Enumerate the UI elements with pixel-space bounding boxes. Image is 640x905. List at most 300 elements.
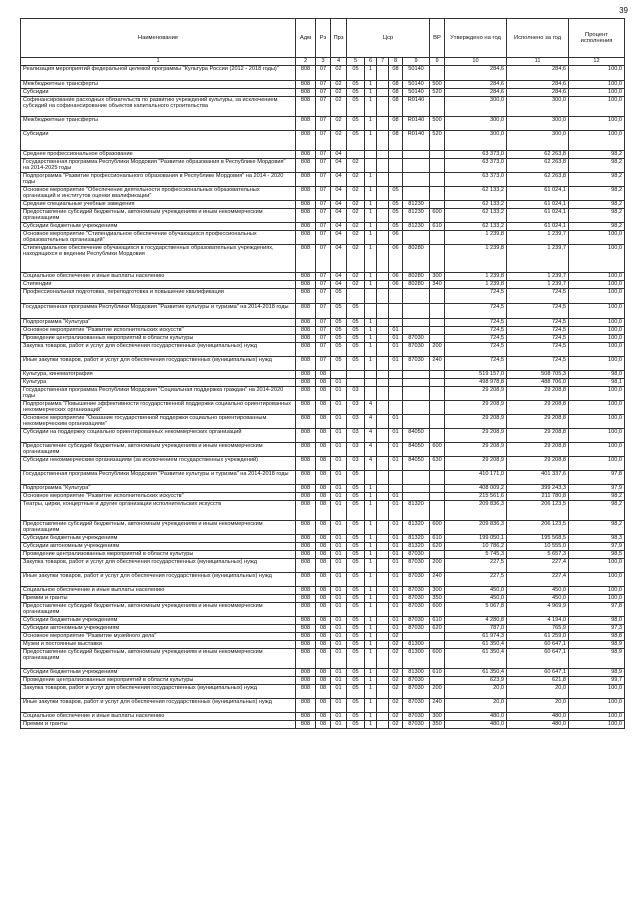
cell-rz: 08 bbox=[316, 721, 331, 729]
cell-csr-subprogram: 1 bbox=[365, 97, 377, 117]
cell-adm: 808 bbox=[296, 401, 316, 415]
cell-rz: 08 bbox=[316, 573, 331, 587]
cell-percent: 100,0 bbox=[569, 401, 625, 415]
cell-adm: 808 bbox=[296, 223, 316, 231]
table-row bbox=[21, 273, 625, 281]
cell-csr-subprogram: 1 bbox=[365, 595, 377, 603]
table-row bbox=[21, 231, 625, 245]
table-row bbox=[21, 641, 625, 649]
cell-adm: 808 bbox=[296, 117, 316, 131]
cell-approved: 63 373,0 bbox=[445, 159, 507, 173]
cell-percent: 100,0 bbox=[569, 81, 625, 89]
cell-vr bbox=[430, 201, 445, 209]
cell-csr-event bbox=[389, 371, 403, 379]
cell-csr-reserve bbox=[377, 187, 389, 201]
cell-csr-program: 05 bbox=[347, 677, 365, 685]
cell-approved: 20,0 bbox=[445, 699, 507, 713]
table-row bbox=[21, 625, 625, 633]
cell-rz: 07 bbox=[316, 173, 331, 187]
cell-name: Предоставление субсидий бюджетным, автономным учреждениям и иным некоммерческим организациям bbox=[21, 443, 296, 457]
cell-csr-direction: 81300 bbox=[403, 649, 430, 669]
cell-csr-program: 05 bbox=[347, 603, 365, 617]
cell-approved: 61 974,3 bbox=[445, 633, 507, 641]
cell-prz: 01 bbox=[331, 641, 347, 649]
cell-csr-subprogram: 1 bbox=[365, 633, 377, 641]
cell-csr-event bbox=[389, 159, 403, 173]
table-row bbox=[21, 649, 625, 669]
cell-csr-event: 06 bbox=[389, 281, 403, 289]
cell-percent: 98,8 bbox=[569, 633, 625, 641]
cell-prz: 01 bbox=[331, 685, 347, 699]
cell-adm: 808 bbox=[296, 319, 316, 327]
cell-vr bbox=[430, 245, 445, 273]
cell-csr-reserve bbox=[377, 595, 389, 603]
cell-csr-reserve bbox=[377, 501, 389, 521]
cell-csr-subprogram bbox=[365, 471, 377, 485]
cell-csr-direction: 81320 bbox=[403, 521, 430, 535]
cell-percent: 100,0 bbox=[569, 595, 625, 603]
cell-prz: 01 bbox=[331, 625, 347, 633]
column-number: 10 bbox=[445, 58, 507, 66]
cell-adm: 808 bbox=[296, 551, 316, 559]
cell-adm: 808 bbox=[296, 173, 316, 187]
cell-vr: 200 bbox=[430, 343, 445, 357]
cell-executed: 61 024,1 bbox=[507, 187, 569, 201]
cell-adm: 808 bbox=[296, 371, 316, 379]
cell-executed: 5 657,3 bbox=[507, 551, 569, 559]
cell-percent: 100,0 bbox=[569, 457, 625, 471]
cell-csr-reserve bbox=[377, 633, 389, 641]
table-body bbox=[21, 58, 625, 729]
cell-csr-direction: 84050 bbox=[403, 429, 430, 443]
cell-prz: 01 bbox=[331, 493, 347, 501]
cell-approved: 227,5 bbox=[445, 573, 507, 587]
cell-csr-subprogram: 1 bbox=[365, 721, 377, 729]
cell-approved: 724,5 bbox=[445, 357, 507, 371]
cell-name: Государственная программа Республики Мордовия "Развитие образования в Республике Мордовия" на 2014-2025 годы bbox=[21, 159, 296, 173]
cell-csr-direction: 87030 bbox=[403, 357, 430, 371]
cell-csr-direction bbox=[403, 151, 430, 159]
cell-vr: 200 bbox=[430, 685, 445, 699]
cell-csr-event: 01 bbox=[389, 343, 403, 357]
cell-csr-event: 05 bbox=[389, 209, 403, 223]
cell-rz: 07 bbox=[316, 231, 331, 245]
cell-name: Подпрограмма "Культура" bbox=[21, 485, 296, 493]
table-row bbox=[21, 587, 625, 595]
header-percent: Процент исполнения bbox=[569, 19, 625, 58]
cell-csr-program: 05 bbox=[347, 721, 365, 729]
cell-prz: 01 bbox=[331, 443, 347, 457]
cell-vr: 340 bbox=[430, 281, 445, 289]
cell-prz: 01 bbox=[331, 471, 347, 485]
cell-approved: 20,0 bbox=[445, 685, 507, 699]
cell-name: Подпрограмма "Развитие профессионального образования в Республике Мордовия" на 2014 - 2020 годы bbox=[21, 173, 296, 187]
cell-csr-direction: 81320 bbox=[403, 543, 430, 551]
cell-name: Основное мероприятие "Развитие исполнительских искусств" bbox=[21, 327, 296, 335]
cell-name: Иные закупки товаров, работ и услуг для обеспечения государственных (муниципальных) нужд bbox=[21, 699, 296, 713]
cell-csr-direction bbox=[403, 379, 430, 387]
column-number: 9 bbox=[430, 58, 445, 66]
table-row bbox=[21, 371, 625, 379]
cell-vr bbox=[430, 493, 445, 501]
cell-csr-event: 01 bbox=[389, 551, 403, 559]
cell-csr-subprogram: 4 bbox=[365, 401, 377, 415]
cell-csr-reserve bbox=[377, 289, 389, 304]
column-number: 2 bbox=[296, 58, 316, 66]
cell-adm: 808 bbox=[296, 485, 316, 493]
cell-percent: 98,2 bbox=[569, 209, 625, 223]
cell-csr-event: 05 bbox=[389, 223, 403, 231]
cell-name: Основное мероприятие "Развитие музейного дела" bbox=[21, 633, 296, 641]
cell-adm: 808 bbox=[296, 387, 316, 401]
cell-vr bbox=[430, 677, 445, 685]
cell-prz: 01 bbox=[331, 543, 347, 551]
cell-csr-direction: 84050 bbox=[403, 457, 430, 471]
cell-executed: 724,5 bbox=[507, 319, 569, 327]
cell-csr-reserve bbox=[377, 669, 389, 677]
table-row bbox=[21, 457, 625, 471]
cell-prz: 01 bbox=[331, 379, 347, 387]
cell-vr: 300 bbox=[430, 587, 445, 595]
cell-approved: 724,5 bbox=[445, 304, 507, 319]
table-row bbox=[21, 685, 625, 699]
cell-csr-reserve bbox=[377, 209, 389, 223]
cell-percent: 100,0 bbox=[569, 343, 625, 357]
cell-approved: 724,5 bbox=[445, 319, 507, 327]
cell-approved: 408 009,2 bbox=[445, 485, 507, 493]
cell-prz: 05 bbox=[331, 289, 347, 304]
cell-adm: 808 bbox=[296, 625, 316, 633]
cell-executed: 10 555,0 bbox=[507, 543, 569, 551]
cell-adm: 808 bbox=[296, 97, 316, 117]
cell-percent: 100,0 bbox=[569, 304, 625, 319]
cell-prz: 04 bbox=[331, 281, 347, 289]
table-row bbox=[21, 97, 625, 117]
table-row bbox=[21, 343, 625, 357]
cell-csr-event bbox=[389, 379, 403, 387]
cell-approved: 61 350,4 bbox=[445, 669, 507, 677]
cell-csr-event: 02 bbox=[389, 633, 403, 641]
cell-executed: 724,5 bbox=[507, 289, 569, 304]
cell-rz: 08 bbox=[316, 649, 331, 669]
cell-csr-reserve bbox=[377, 401, 389, 415]
cell-csr-direction: 87030 bbox=[403, 625, 430, 633]
cell-percent: 98,2 bbox=[569, 201, 625, 209]
cell-executed: 227,4 bbox=[507, 559, 569, 573]
cell-prz: 04 bbox=[331, 273, 347, 281]
cell-csr-subprogram: 1 bbox=[365, 173, 377, 187]
cell-csr-program: 02 bbox=[347, 159, 365, 173]
cell-percent: 98,2 bbox=[569, 159, 625, 173]
cell-name: Подпрограмма "Повышение эффективности государственной поддержки социально ориентированных некоммерческих организаций" bbox=[21, 401, 296, 415]
cell-executed: 61 024,1 bbox=[507, 201, 569, 209]
cell-percent: 100,0 bbox=[569, 387, 625, 401]
cell-csr-program: 05 bbox=[347, 617, 365, 625]
cell-adm: 808 bbox=[296, 209, 316, 223]
budget-execution-table bbox=[20, 18, 625, 729]
cell-csr-direction: 87030 bbox=[403, 713, 430, 721]
cell-csr-reserve bbox=[377, 357, 389, 371]
cell-rz: 08 bbox=[316, 633, 331, 641]
cell-vr: 240 bbox=[430, 699, 445, 713]
cell-percent: 98,1 bbox=[569, 379, 625, 387]
cell-vr bbox=[430, 335, 445, 343]
cell-prz: 01 bbox=[331, 573, 347, 587]
cell-percent: 100,0 bbox=[569, 319, 625, 327]
cell-adm: 808 bbox=[296, 335, 316, 343]
cell-csr-direction bbox=[403, 319, 430, 327]
cell-executed: 1 239,7 bbox=[507, 281, 569, 289]
cell-csr-event bbox=[389, 485, 403, 493]
cell-csr-event: 01 bbox=[389, 573, 403, 587]
cell-percent: 98,2 bbox=[569, 151, 625, 159]
cell-csr-event: 06 bbox=[389, 231, 403, 245]
table-row bbox=[21, 677, 625, 685]
cell-csr-event: 01 bbox=[389, 335, 403, 343]
cell-approved: 5 745,3 bbox=[445, 551, 507, 559]
cell-csr-event: 01 bbox=[389, 457, 403, 471]
cell-percent: 100,0 bbox=[569, 245, 625, 273]
cell-csr-program: 05 bbox=[347, 89, 365, 97]
cell-name: Иные закупки товаров, работ и услуг для обеспечения государственных (муниципальных) нужд bbox=[21, 573, 296, 587]
cell-percent: 100,0 bbox=[569, 587, 625, 595]
cell-adm: 808 bbox=[296, 66, 316, 81]
cell-name: Реализация мероприятий федеральной целевой программы "Культура России (2012 - 2018 годы)" bbox=[21, 66, 296, 81]
cell-adm: 808 bbox=[296, 573, 316, 587]
cell-csr-reserve bbox=[377, 201, 389, 209]
cell-vr bbox=[430, 327, 445, 335]
cell-csr-direction bbox=[403, 159, 430, 173]
cell-executed: 211 780,8 bbox=[507, 493, 569, 501]
cell-approved: 519 157,0 bbox=[445, 371, 507, 379]
cell-name: Проведение централизованных мероприятий в области культуры bbox=[21, 335, 296, 343]
cell-vr bbox=[430, 501, 445, 521]
table-row bbox=[21, 304, 625, 319]
cell-name: Музеи и постоянные выставки bbox=[21, 641, 296, 649]
cell-csr-program: 05 bbox=[347, 535, 365, 543]
cell-approved: 209 836,3 bbox=[445, 501, 507, 521]
cell-csr-direction: R0140 bbox=[403, 97, 430, 117]
header-csr: Цср bbox=[347, 19, 430, 58]
cell-approved: 209 836,3 bbox=[445, 521, 507, 535]
table-row bbox=[21, 551, 625, 559]
cell-percent: 100,0 bbox=[569, 713, 625, 721]
cell-csr-direction bbox=[403, 173, 430, 187]
cell-adm: 808 bbox=[296, 535, 316, 543]
cell-executed: 724,5 bbox=[507, 327, 569, 335]
cell-csr-program: 02 bbox=[347, 209, 365, 223]
cell-vr bbox=[430, 97, 445, 117]
cell-percent: 99,7 bbox=[569, 677, 625, 685]
cell-name: Среднее профессиональное образование bbox=[21, 151, 296, 159]
cell-rz: 08 bbox=[316, 595, 331, 603]
cell-percent: 100,0 bbox=[569, 443, 625, 457]
cell-csr-program: 05 bbox=[347, 521, 365, 535]
table-row bbox=[21, 357, 625, 371]
cell-adm: 808 bbox=[296, 501, 316, 521]
header-name: Наименование bbox=[21, 19, 296, 58]
cell-vr bbox=[430, 159, 445, 173]
cell-csr-event: 01 bbox=[389, 501, 403, 521]
column-numbers-row bbox=[21, 58, 625, 66]
cell-prz: 05 bbox=[331, 304, 347, 319]
table-row bbox=[21, 415, 625, 429]
cell-adm: 808 bbox=[296, 457, 316, 471]
cell-vr bbox=[430, 379, 445, 387]
cell-adm: 808 bbox=[296, 327, 316, 335]
cell-rz: 08 bbox=[316, 415, 331, 429]
column-number: 12 bbox=[569, 58, 625, 66]
cell-name: Средние специальные учебные заведения bbox=[21, 201, 296, 209]
cell-executed: 284,6 bbox=[507, 66, 569, 81]
cell-csr-reserve bbox=[377, 319, 389, 327]
cell-adm: 808 bbox=[296, 721, 316, 729]
cell-rz: 08 bbox=[316, 501, 331, 521]
cell-csr-reserve bbox=[377, 327, 389, 335]
cell-approved: 29 208,9 bbox=[445, 457, 507, 471]
table-row bbox=[21, 535, 625, 543]
cell-csr-direction: R0140 bbox=[403, 131, 430, 151]
table-row bbox=[21, 117, 625, 131]
cell-csr-event: 05 bbox=[389, 187, 403, 201]
cell-prz: 01 bbox=[331, 429, 347, 443]
cell-prz: 01 bbox=[331, 485, 347, 493]
cell-csr-event: 02 bbox=[389, 713, 403, 721]
cell-csr-reserve bbox=[377, 151, 389, 159]
table-row bbox=[21, 66, 625, 81]
table-row bbox=[21, 443, 625, 457]
cell-approved: 199 050,1 bbox=[445, 535, 507, 543]
cell-csr-subprogram: 1 bbox=[365, 319, 377, 327]
cell-rz: 07 bbox=[316, 117, 331, 131]
cell-csr-subprogram bbox=[365, 379, 377, 387]
table-row bbox=[21, 521, 625, 535]
cell-csr-program: 05 bbox=[347, 471, 365, 485]
cell-csr-subprogram: 1 bbox=[365, 521, 377, 535]
cell-csr-reserve bbox=[377, 677, 389, 685]
cell-csr-reserve bbox=[377, 159, 389, 173]
cell-approved: 480,0 bbox=[445, 713, 507, 721]
cell-csr-subprogram: 1 bbox=[365, 501, 377, 521]
cell-csr-reserve bbox=[377, 535, 389, 543]
cell-name: Основное мероприятие "Стипендиальное обеспечение обучающихся профессиональных образовательных организаций" bbox=[21, 231, 296, 245]
cell-vr bbox=[430, 319, 445, 327]
cell-csr-direction bbox=[403, 371, 430, 379]
cell-executed: 29 208,8 bbox=[507, 443, 569, 457]
cell-csr-direction: 87030 bbox=[403, 721, 430, 729]
cell-adm: 808 bbox=[296, 357, 316, 371]
cell-csr-reserve bbox=[377, 617, 389, 625]
cell-csr-program: 05 bbox=[347, 559, 365, 573]
cell-executed: 1 239,7 bbox=[507, 245, 569, 273]
cell-approved: 284,6 bbox=[445, 89, 507, 97]
cell-adm: 808 bbox=[296, 603, 316, 617]
cell-prz: 01 bbox=[331, 387, 347, 401]
cell-executed: 765,9 bbox=[507, 625, 569, 633]
cell-prz: 04 bbox=[331, 187, 347, 201]
cell-name: Межбюджетные трансферты bbox=[21, 81, 296, 89]
cell-vr: 610 bbox=[430, 535, 445, 543]
cell-approved: 410 171,0 bbox=[445, 471, 507, 485]
cell-csr-event: 02 bbox=[389, 677, 403, 685]
cell-csr-direction bbox=[403, 387, 430, 401]
cell-rz: 07 bbox=[316, 273, 331, 281]
cell-csr-direction: 87030 bbox=[403, 335, 430, 343]
cell-approved: 62 133,2 bbox=[445, 209, 507, 223]
cell-csr-event: 01 bbox=[389, 443, 403, 457]
cell-csr-subprogram: 4 bbox=[365, 415, 377, 429]
cell-csr-program: 05 bbox=[347, 633, 365, 641]
cell-csr-program: 02 bbox=[347, 223, 365, 231]
cell-rz: 07 bbox=[316, 289, 331, 304]
cell-csr-subprogram: 1 bbox=[365, 81, 377, 89]
cell-csr-event: 01 bbox=[389, 429, 403, 443]
table-row bbox=[21, 89, 625, 97]
cell-adm: 808 bbox=[296, 159, 316, 173]
cell-approved: 300,0 bbox=[445, 97, 507, 117]
cell-csr-subprogram: 1 bbox=[365, 685, 377, 699]
cell-rz: 07 bbox=[316, 131, 331, 151]
cell-executed: 724,5 bbox=[507, 357, 569, 371]
cell-csr-event: 01 bbox=[389, 521, 403, 535]
cell-csr-subprogram: 1 bbox=[365, 493, 377, 501]
cell-executed: 450,0 bbox=[507, 587, 569, 595]
cell-percent: 100,0 bbox=[569, 117, 625, 131]
cell-executed: 29 208,8 bbox=[507, 387, 569, 401]
cell-csr-subprogram: 1 bbox=[365, 357, 377, 371]
cell-name: Субсидии бюджетным учреждениям bbox=[21, 223, 296, 231]
cell-csr-direction: 87030 bbox=[403, 573, 430, 587]
table-row bbox=[21, 379, 625, 387]
cell-prz: 01 bbox=[331, 521, 347, 535]
cell-adm: 808 bbox=[296, 595, 316, 603]
cell-adm: 808 bbox=[296, 379, 316, 387]
cell-prz: 04 bbox=[331, 231, 347, 245]
cell-csr-reserve bbox=[377, 471, 389, 485]
cell-vr: 350 bbox=[430, 721, 445, 729]
cell-executed: 29 208,8 bbox=[507, 401, 569, 415]
cell-adm: 808 bbox=[296, 559, 316, 573]
cell-executed: 300,0 bbox=[507, 97, 569, 117]
cell-percent: 100,0 bbox=[569, 97, 625, 117]
cell-csr-subprogram: 1 bbox=[365, 535, 377, 543]
cell-approved: 61 350,4 bbox=[445, 649, 507, 669]
cell-csr-direction: 81320 bbox=[403, 535, 430, 543]
cell-csr-reserve bbox=[377, 89, 389, 97]
cell-csr-program: 03 bbox=[347, 401, 365, 415]
cell-adm: 808 bbox=[296, 685, 316, 699]
cell-csr-reserve bbox=[377, 343, 389, 357]
cell-csr-program: 05 bbox=[347, 649, 365, 669]
cell-csr-reserve bbox=[377, 457, 389, 471]
cell-approved: 724,5 bbox=[445, 327, 507, 335]
cell-csr-reserve bbox=[377, 685, 389, 699]
cell-csr-reserve bbox=[377, 443, 389, 457]
cell-vr bbox=[430, 387, 445, 401]
cell-csr-subprogram: 1 bbox=[365, 485, 377, 493]
cell-rz: 07 bbox=[316, 281, 331, 289]
cell-vr bbox=[430, 187, 445, 201]
cell-rz: 08 bbox=[316, 457, 331, 471]
cell-percent: 100,0 bbox=[569, 699, 625, 713]
cell-percent: 97,9 bbox=[569, 543, 625, 551]
cell-prz: 05 bbox=[331, 335, 347, 343]
cell-name: Основное мероприятие "Оказание государственной поддержки социально ориентированным некоммерческим организациям" bbox=[21, 415, 296, 429]
cell-csr-event bbox=[389, 173, 403, 187]
cell-csr-direction: 84050 bbox=[403, 443, 430, 457]
cell-name: Стипендии bbox=[21, 281, 296, 289]
cell-csr-subprogram bbox=[365, 387, 377, 401]
